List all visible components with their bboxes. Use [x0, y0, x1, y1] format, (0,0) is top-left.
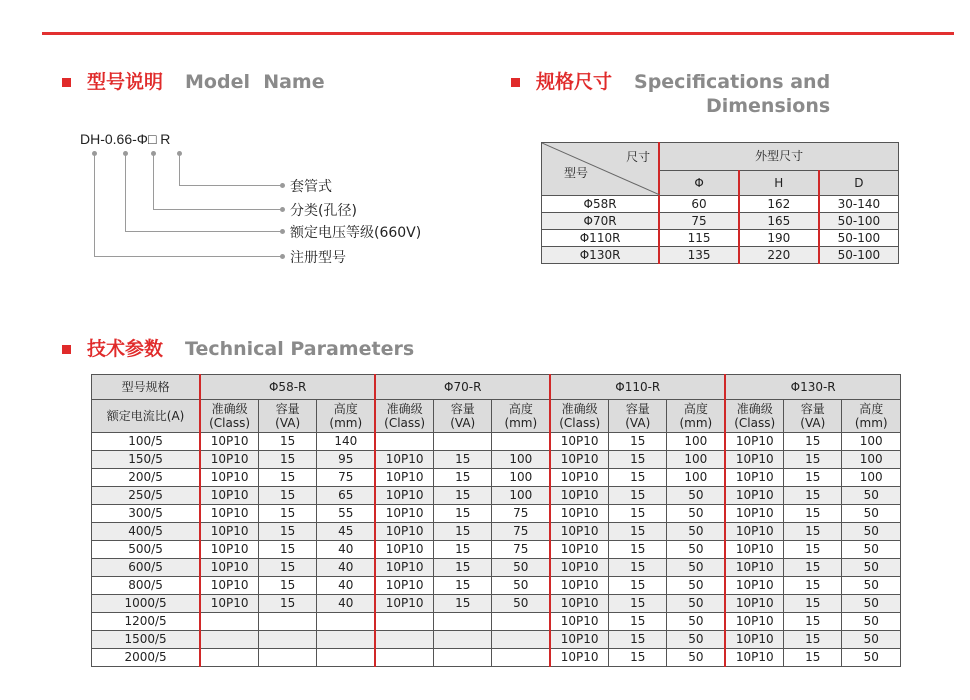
- height-cell: 100: [842, 451, 901, 469]
- spec-phi: 60: [659, 196, 739, 213]
- height-cell: [492, 649, 550, 667]
- diagram-line: [94, 256, 282, 257]
- height-cell: 140: [317, 433, 375, 451]
- height-cell: 50: [667, 595, 725, 613]
- label-sleeve-type: 套管式: [290, 179, 332, 195]
- spec-table: [541, 142, 899, 264]
- ratio-header: 额定电流比(A): [92, 400, 201, 433]
- height-cell: 100: [667, 451, 725, 469]
- capacity-cell: 15: [259, 541, 317, 559]
- class-cell: [200, 613, 258, 631]
- capacity-cell: 15: [434, 559, 492, 577]
- sub-header-height: [842, 400, 901, 433]
- capacity-cell: 15: [784, 595, 842, 613]
- table-row: [92, 523, 901, 541]
- spec-corner-bottom: 型号: [564, 166, 589, 180]
- spec-header: 型号规格: [92, 375, 201, 400]
- capacity-cell: 15: [609, 541, 667, 559]
- spec-h: 220: [739, 247, 819, 264]
- class-cell: 10P10: [200, 505, 258, 523]
- height-cell: [317, 613, 375, 631]
- sub-header-en: (Class): [734, 416, 776, 430]
- table-row: [92, 595, 901, 613]
- class-cell: 10P10: [725, 523, 783, 541]
- capacity-cell: 15: [784, 559, 842, 577]
- height-cell: 50: [842, 487, 901, 505]
- capacity-cell: 15: [434, 541, 492, 559]
- spec-title-en-line2: Dimensions: [705, 95, 831, 117]
- table-row: [92, 433, 901, 451]
- sub-header-cn: 容量: [625, 402, 650, 416]
- class-cell: 10P10: [725, 541, 783, 559]
- spec-d: 50-100: [819, 230, 899, 247]
- height-cell: 100: [667, 469, 725, 487]
- class-cell: 10P10: [375, 451, 433, 469]
- ratio-cell: 500/5: [92, 541, 201, 559]
- spec-group-header: 外型尺寸: [659, 143, 898, 171]
- sub-header-cn: 准确级: [561, 402, 598, 416]
- capacity-cell: 15: [434, 595, 492, 613]
- table-row: [92, 649, 901, 667]
- class-cell: [375, 433, 433, 451]
- sub-header-cn: 高度: [683, 402, 708, 416]
- diagram-dot: [280, 207, 285, 212]
- sub-header-cn: 容量: [800, 402, 825, 416]
- tech-table: [91, 374, 901, 667]
- sub-header-cn: 高度: [859, 402, 884, 416]
- sub-header-cn: 准确级: [736, 402, 773, 416]
- top-divider: [42, 32, 954, 35]
- group-header: Φ70-R: [375, 375, 550, 400]
- label-registered-model: 注册型号: [290, 250, 346, 266]
- capacity-cell: 15: [259, 469, 317, 487]
- class-cell: 10P10: [550, 595, 608, 613]
- capacity-cell: 15: [434, 523, 492, 541]
- sub-header-class: [725, 400, 783, 433]
- height-cell: 50: [667, 487, 725, 505]
- sub-header-cn: 准确级: [211, 402, 248, 416]
- ratio-cell: 250/5: [92, 487, 201, 505]
- height-cell: 100: [492, 469, 550, 487]
- height-cell: 50: [667, 577, 725, 595]
- sub-header-en: (mm): [329, 416, 363, 430]
- capacity-cell: 15: [609, 523, 667, 541]
- group-header: Φ58-R: [200, 375, 375, 400]
- class-cell: 10P10: [550, 487, 608, 505]
- spec-model: Φ130R: [542, 247, 660, 264]
- class-cell: 10P10: [375, 469, 433, 487]
- model-name-heading: [62, 70, 325, 94]
- sub-header-en: (mm): [854, 416, 888, 430]
- capacity-cell: 15: [609, 649, 667, 667]
- capacity-cell: 15: [609, 613, 667, 631]
- height-cell: 50: [842, 505, 901, 523]
- capacity-cell: 15: [609, 487, 667, 505]
- class-cell: 10P10: [550, 631, 608, 649]
- class-cell: 10P10: [375, 595, 433, 613]
- diagram-line: [179, 154, 180, 185]
- table-row: [92, 613, 901, 631]
- height-cell: 50: [842, 577, 901, 595]
- class-cell: 10P10: [725, 613, 783, 631]
- spec-h: 165: [739, 213, 819, 230]
- capacity-cell: 15: [609, 559, 667, 577]
- capacity-cell: 15: [259, 559, 317, 577]
- diagram-dot: [280, 254, 285, 259]
- class-cell: 10P10: [725, 649, 783, 667]
- height-cell: [492, 631, 550, 649]
- table-row: [92, 541, 901, 559]
- class-cell: 10P10: [375, 505, 433, 523]
- capacity-cell: [434, 433, 492, 451]
- class-cell: 10P10: [375, 577, 433, 595]
- spec-h: 190: [739, 230, 819, 247]
- height-cell: 50: [667, 523, 725, 541]
- ratio-cell: 1500/5: [92, 631, 201, 649]
- label-classification: 分类(孔径): [290, 203, 357, 219]
- height-cell: 50: [667, 631, 725, 649]
- sub-header-class: [200, 400, 258, 433]
- diagram-dot: [280, 183, 285, 188]
- square-bullet-icon: [62, 345, 71, 354]
- height-cell: 50: [842, 613, 901, 631]
- height-cell: 50: [667, 541, 725, 559]
- class-cell: 10P10: [725, 631, 783, 649]
- table-row: [92, 469, 901, 487]
- spec-model: Φ70R: [542, 213, 660, 230]
- sub-header-cn: 准确级: [386, 402, 423, 416]
- height-cell: 50: [842, 649, 901, 667]
- ratio-cell: 1200/5: [92, 613, 201, 631]
- ratio-cell: 100/5: [92, 433, 201, 451]
- sub-header-en: (VA): [275, 416, 301, 430]
- capacity-cell: 15: [434, 505, 492, 523]
- height-cell: [492, 613, 550, 631]
- spec-phi: 75: [659, 213, 739, 230]
- sub-header-cn: 高度: [333, 402, 358, 416]
- spec-title-cn: 规格尺寸: [536, 71, 613, 93]
- diagram-dot: [280, 229, 285, 234]
- capacity-cell: 15: [784, 577, 842, 595]
- sub-header-class: [375, 400, 433, 433]
- label-rated-voltage: 额定电压等级(660V): [290, 225, 422, 241]
- capacity-cell: 15: [784, 631, 842, 649]
- sub-header-cap: [784, 400, 842, 433]
- ratio-cell: 800/5: [92, 577, 201, 595]
- class-cell: 10P10: [550, 649, 608, 667]
- height-cell: 75: [317, 469, 375, 487]
- capacity-cell: 15: [609, 631, 667, 649]
- capacity-cell: 15: [609, 433, 667, 451]
- sub-header-cap: [434, 400, 492, 433]
- capacity-cell: [259, 649, 317, 667]
- capacity-cell: 15: [609, 451, 667, 469]
- spec-col-d: D: [819, 170, 899, 195]
- height-cell: 50: [842, 631, 901, 649]
- class-cell: 10P10: [725, 559, 783, 577]
- height-cell: 40: [317, 541, 375, 559]
- spec-model: Φ110R: [542, 230, 660, 247]
- class-cell: 10P10: [200, 577, 258, 595]
- height-cell: 50: [667, 649, 725, 667]
- sub-header-en: (mm): [504, 416, 538, 430]
- tech-title-en: Technical Parameters: [185, 338, 415, 360]
- ratio-cell: 150/5: [92, 451, 201, 469]
- capacity-cell: [434, 613, 492, 631]
- capacity-cell: 15: [259, 577, 317, 595]
- height-cell: [317, 631, 375, 649]
- table-header-row: [92, 375, 901, 400]
- height-cell: 50: [492, 595, 550, 613]
- class-cell: 10P10: [200, 487, 258, 505]
- capacity-cell: 15: [784, 505, 842, 523]
- sub-header-cn: 高度: [508, 402, 533, 416]
- sub-header-cn: 容量: [275, 402, 300, 416]
- ratio-cell: 400/5: [92, 523, 201, 541]
- class-cell: [375, 613, 433, 631]
- square-bullet-icon: [511, 78, 520, 87]
- class-cell: 10P10: [725, 451, 783, 469]
- height-cell: 50: [667, 613, 725, 631]
- diagram-line: [125, 154, 126, 231]
- sub-header-height: [317, 400, 375, 433]
- capacity-cell: 15: [434, 451, 492, 469]
- tech-title-cn: 技术参数: [87, 338, 164, 360]
- table-row: [542, 196, 899, 213]
- model-name-title-cn: 型号说明: [87, 71, 164, 93]
- capacity-cell: [434, 631, 492, 649]
- spec-corner-cell: [542, 143, 660, 196]
- table-row: [542, 213, 899, 230]
- table-row: [92, 451, 901, 469]
- sub-header-en: (VA): [625, 416, 651, 430]
- height-cell: 50: [842, 559, 901, 577]
- class-cell: 10P10: [200, 469, 258, 487]
- table-row: [92, 505, 901, 523]
- capacity-cell: 15: [259, 487, 317, 505]
- capacity-cell: [259, 631, 317, 649]
- class-cell: 10P10: [550, 523, 608, 541]
- height-cell: [317, 649, 375, 667]
- class-cell: 10P10: [550, 433, 608, 451]
- spec-title-en-line1: Specifications and: [634, 71, 831, 93]
- class-cell: 10P10: [725, 505, 783, 523]
- spec-model: Φ58R: [542, 196, 660, 213]
- sub-header-en: (Class): [209, 416, 251, 430]
- class-cell: 10P10: [550, 613, 608, 631]
- capacity-cell: 15: [434, 487, 492, 505]
- spec-d: 50-100: [819, 247, 899, 264]
- table-row: [92, 577, 901, 595]
- sub-header-en: (Class): [559, 416, 601, 430]
- model-code: DH-0.66-Φ□ R: [80, 131, 171, 147]
- class-cell: 10P10: [375, 541, 433, 559]
- sub-header-cap: [259, 400, 317, 433]
- class-cell: 10P10: [200, 451, 258, 469]
- diagram-line: [125, 231, 282, 232]
- ratio-cell: 600/5: [92, 559, 201, 577]
- sub-header-en: (Class): [384, 416, 426, 430]
- class-cell: 10P10: [200, 523, 258, 541]
- capacity-cell: 15: [784, 523, 842, 541]
- capacity-cell: 15: [784, 613, 842, 631]
- capacity-cell: 15: [434, 577, 492, 595]
- capacity-cell: 15: [259, 433, 317, 451]
- table-row: [92, 487, 901, 505]
- diagram-line: [153, 209, 282, 210]
- capacity-cell: 15: [784, 649, 842, 667]
- class-cell: 10P10: [200, 559, 258, 577]
- tech-heading: [62, 337, 414, 361]
- class-cell: [375, 649, 433, 667]
- class-cell: 10P10: [725, 595, 783, 613]
- capacity-cell: 15: [434, 469, 492, 487]
- height-cell: 50: [842, 541, 901, 559]
- class-cell: 10P10: [725, 487, 783, 505]
- class-cell: 10P10: [550, 577, 608, 595]
- capacity-cell: 15: [784, 541, 842, 559]
- height-cell: 100: [492, 487, 550, 505]
- capacity-cell: 15: [259, 595, 317, 613]
- height-cell: 50: [492, 559, 550, 577]
- group-header: Φ130-R: [725, 375, 900, 400]
- height-cell: 100: [667, 433, 725, 451]
- capacity-cell: [259, 613, 317, 631]
- capacity-cell: 15: [609, 505, 667, 523]
- sub-header-cap: [609, 400, 667, 433]
- diagram-line: [179, 185, 282, 186]
- model-name-title-en: Model Name: [185, 71, 325, 93]
- class-cell: 10P10: [550, 505, 608, 523]
- table-row: [92, 631, 901, 649]
- height-cell: 75: [492, 505, 550, 523]
- sub-header-class: [550, 400, 608, 433]
- ratio-cell: 1000/5: [92, 595, 201, 613]
- class-cell: 10P10: [550, 469, 608, 487]
- capacity-cell: 15: [784, 487, 842, 505]
- spec-d: 30-140: [819, 196, 899, 213]
- spec-col-h: H: [739, 170, 819, 195]
- spec-corner-top: 尺寸: [626, 150, 651, 164]
- class-cell: 10P10: [375, 523, 433, 541]
- height-cell: 55: [317, 505, 375, 523]
- class-cell: 10P10: [550, 541, 608, 559]
- spec-phi: 115: [659, 230, 739, 247]
- capacity-cell: 15: [609, 577, 667, 595]
- height-cell: 100: [842, 433, 901, 451]
- height-cell: 45: [317, 523, 375, 541]
- capacity-cell: [434, 649, 492, 667]
- spec-title-en: [634, 70, 830, 118]
- height-cell: [492, 433, 550, 451]
- capacity-cell: 15: [259, 451, 317, 469]
- sub-header-en: (VA): [800, 416, 826, 430]
- class-cell: 10P10: [200, 541, 258, 559]
- ratio-cell: 2000/5: [92, 649, 201, 667]
- ratio-cell: 200/5: [92, 469, 201, 487]
- class-cell: 10P10: [375, 487, 433, 505]
- spec-d: 50-100: [819, 213, 899, 230]
- group-header: Φ110-R: [550, 375, 725, 400]
- table-row: [92, 559, 901, 577]
- height-cell: 65: [317, 487, 375, 505]
- class-cell: 10P10: [375, 559, 433, 577]
- height-cell: 50: [842, 523, 901, 541]
- sub-header-height: [667, 400, 725, 433]
- capacity-cell: 15: [784, 451, 842, 469]
- height-cell: 40: [317, 577, 375, 595]
- class-cell: 10P10: [725, 433, 783, 451]
- table-subheader-row: [92, 400, 901, 433]
- height-cell: 75: [492, 541, 550, 559]
- sub-header-cn: 容量: [450, 402, 475, 416]
- capacity-cell: 15: [784, 469, 842, 487]
- spec-phi: 135: [659, 247, 739, 264]
- capacity-cell: 15: [609, 469, 667, 487]
- sub-header-height: [492, 400, 550, 433]
- spec-h: 162: [739, 196, 819, 213]
- table-row: [542, 230, 899, 247]
- class-cell: 10P10: [200, 595, 258, 613]
- height-cell: 95: [317, 451, 375, 469]
- sub-header-en: (mm): [679, 416, 713, 430]
- class-cell: 10P10: [550, 559, 608, 577]
- height-cell: 50: [667, 505, 725, 523]
- diagram-line: [94, 154, 95, 257]
- capacity-cell: 15: [609, 595, 667, 613]
- sub-header-en: (VA): [450, 416, 476, 430]
- ratio-cell: 300/5: [92, 505, 201, 523]
- height-cell: 50: [492, 577, 550, 595]
- capacity-cell: 15: [784, 433, 842, 451]
- class-cell: 10P10: [200, 433, 258, 451]
- class-cell: [375, 631, 433, 649]
- diagram-line: [153, 154, 154, 209]
- class-cell: [200, 649, 258, 667]
- height-cell: 40: [317, 595, 375, 613]
- spec-heading: [511, 70, 830, 118]
- height-cell: 40: [317, 559, 375, 577]
- square-bullet-icon: [62, 78, 71, 87]
- height-cell: 100: [842, 469, 901, 487]
- capacity-cell: 15: [259, 505, 317, 523]
- class-cell: 10P10: [550, 451, 608, 469]
- table-row: [542, 247, 899, 264]
- spec-col-phi: Φ: [659, 170, 739, 195]
- class-cell: 10P10: [725, 577, 783, 595]
- class-cell: 10P10: [725, 469, 783, 487]
- height-cell: 100: [492, 451, 550, 469]
- height-cell: 50: [842, 595, 901, 613]
- height-cell: 50: [667, 559, 725, 577]
- class-cell: [200, 631, 258, 649]
- height-cell: 75: [492, 523, 550, 541]
- capacity-cell: 15: [259, 523, 317, 541]
